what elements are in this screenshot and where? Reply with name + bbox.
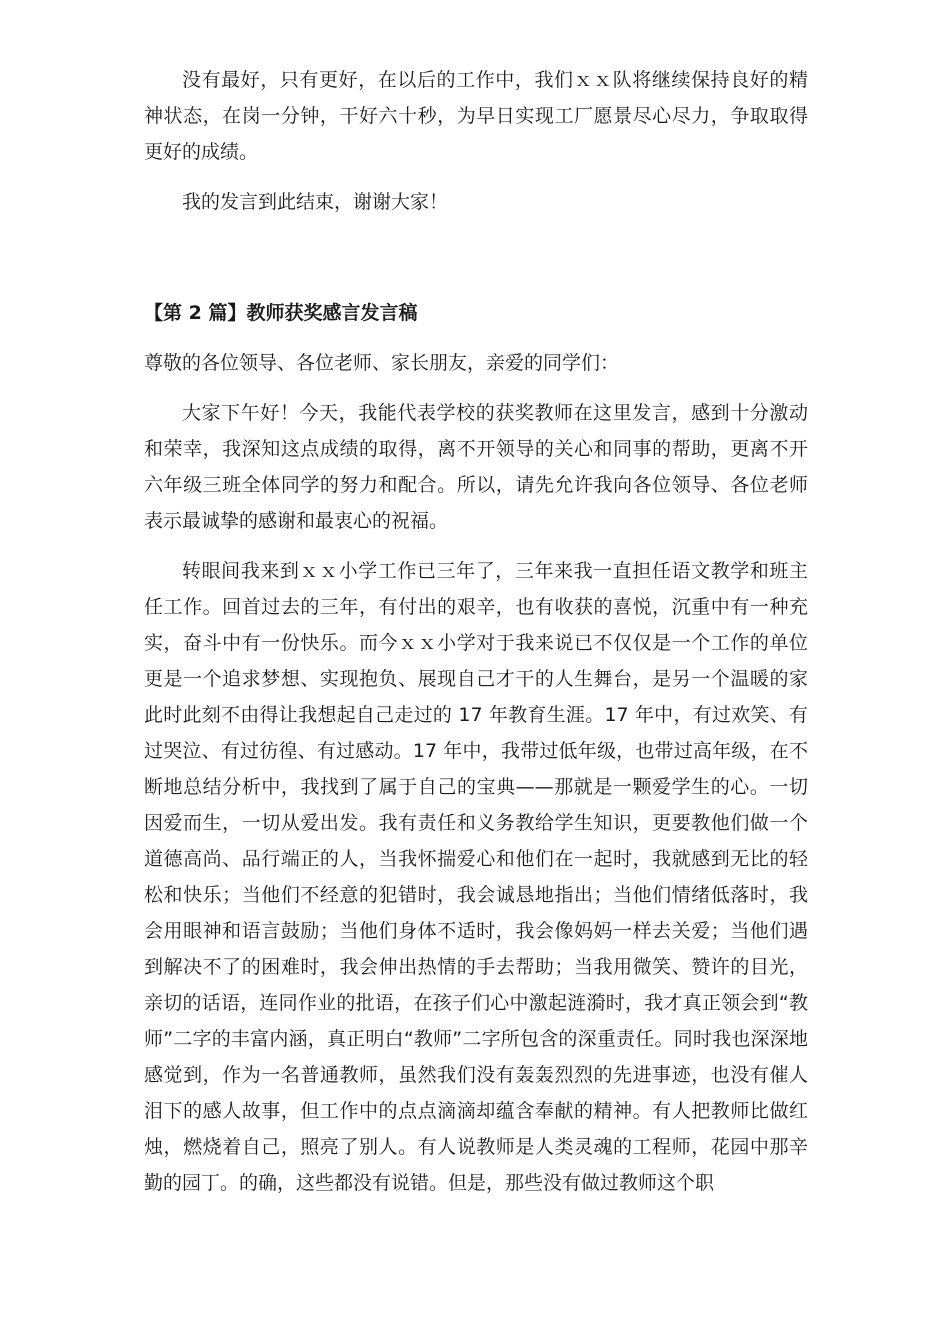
closing-paragraph: 没有最好，只有更好，在以后的工作中，我们ｘｘ队将继续保持良好的精神状态，在岗一分钟，干好六十秒，为早日实现工厂愿景尽心尽力，争取取得更好的成绩。: [144, 69, 808, 163]
salutation: 尊敬的各位领导、各位老师、家长朋友，亲爱的同学们：: [144, 352, 620, 374]
speech-paragraph-1: 大家下午好！今天，我能代表学校的获奖教师在这里发言，感到十分激动和荣幸，我深知这点成绩的取得，离不开领导的关心和同事的帮助，更离不开六年级三班全体同学的努力和配合。所以，请先允许我向各位领导、各位老师表示最诚挚的感谢和最衷心的祝福。: [144, 402, 808, 532]
speech-paragraph-2: 转眼间我来到ｘｘ小学工作已三年了，三年来我一直担任语文教学和班主任工作。回首过去的三年，有付出的艰辛，也有收获的喜悦，沉重中有一种充实，奋斗中有一份快乐。而今ｘｘ小学对于我来说已不仅仅是一个工作的单位更是一个追求梦想、实现抱负、展现自己才干的人生舞台，是另一个温暖的家此时此刻不由得让我想起自己走过的 17 年教育生涯。17 年中，有过欢笑、有过哭泣、有过彷徨、有过感动。17 年中，我带过低年级，也带过高年级，在不断地总结分析中，我找到了属于自己的宝典——那就是一颗爱学生的心。一切因爱而生，一切从爱出发。我有责任和义务教给学生知识，更要教他们做一个道德高尚、品行端正的人，当我怀揣爱心和他们在一起时，我就感到无比的轻松和快乐；当他们不经意的犯错时，我会诚恳地指出；当他们情绪低落时，我会用眼神和语言鼓励；当他们身体不适时，我会像妈妈一样去关爱；当他们遇到解决不了的困难时，我会伸出热情的手去帮助；当我用微笑、赞许的目光，亲切的话语，连同作业的批语，在孩子们心中激起涟漪时，我才真正领会到“教师”二字的丰富内涵，真正明白“教师”二字所包含的深重责任。同时我也深深地感觉到，作为一名普通教师，虽然我们没有轰轰烈烈的先进事迹，也没有催人泪下的感人故事，但工作中的点点滴滴却蕴含奉献的精神。有人把教师比做红烛，燃烧着自己，照亮了别人。有人说教师是人类灵魂的工程师，花园中那辛勤的园丁。的确，这些都没有说错。但是，那些没有做过教师这个职: [144, 560, 808, 1194]
section-heading: 【第 2 篇】教师获奖感言发言稿: [144, 302, 418, 324]
document-page: [144, 62, 808, 1201]
closing-thanks: 我的发言到此结束，谢谢大家！: [182, 191, 449, 213]
